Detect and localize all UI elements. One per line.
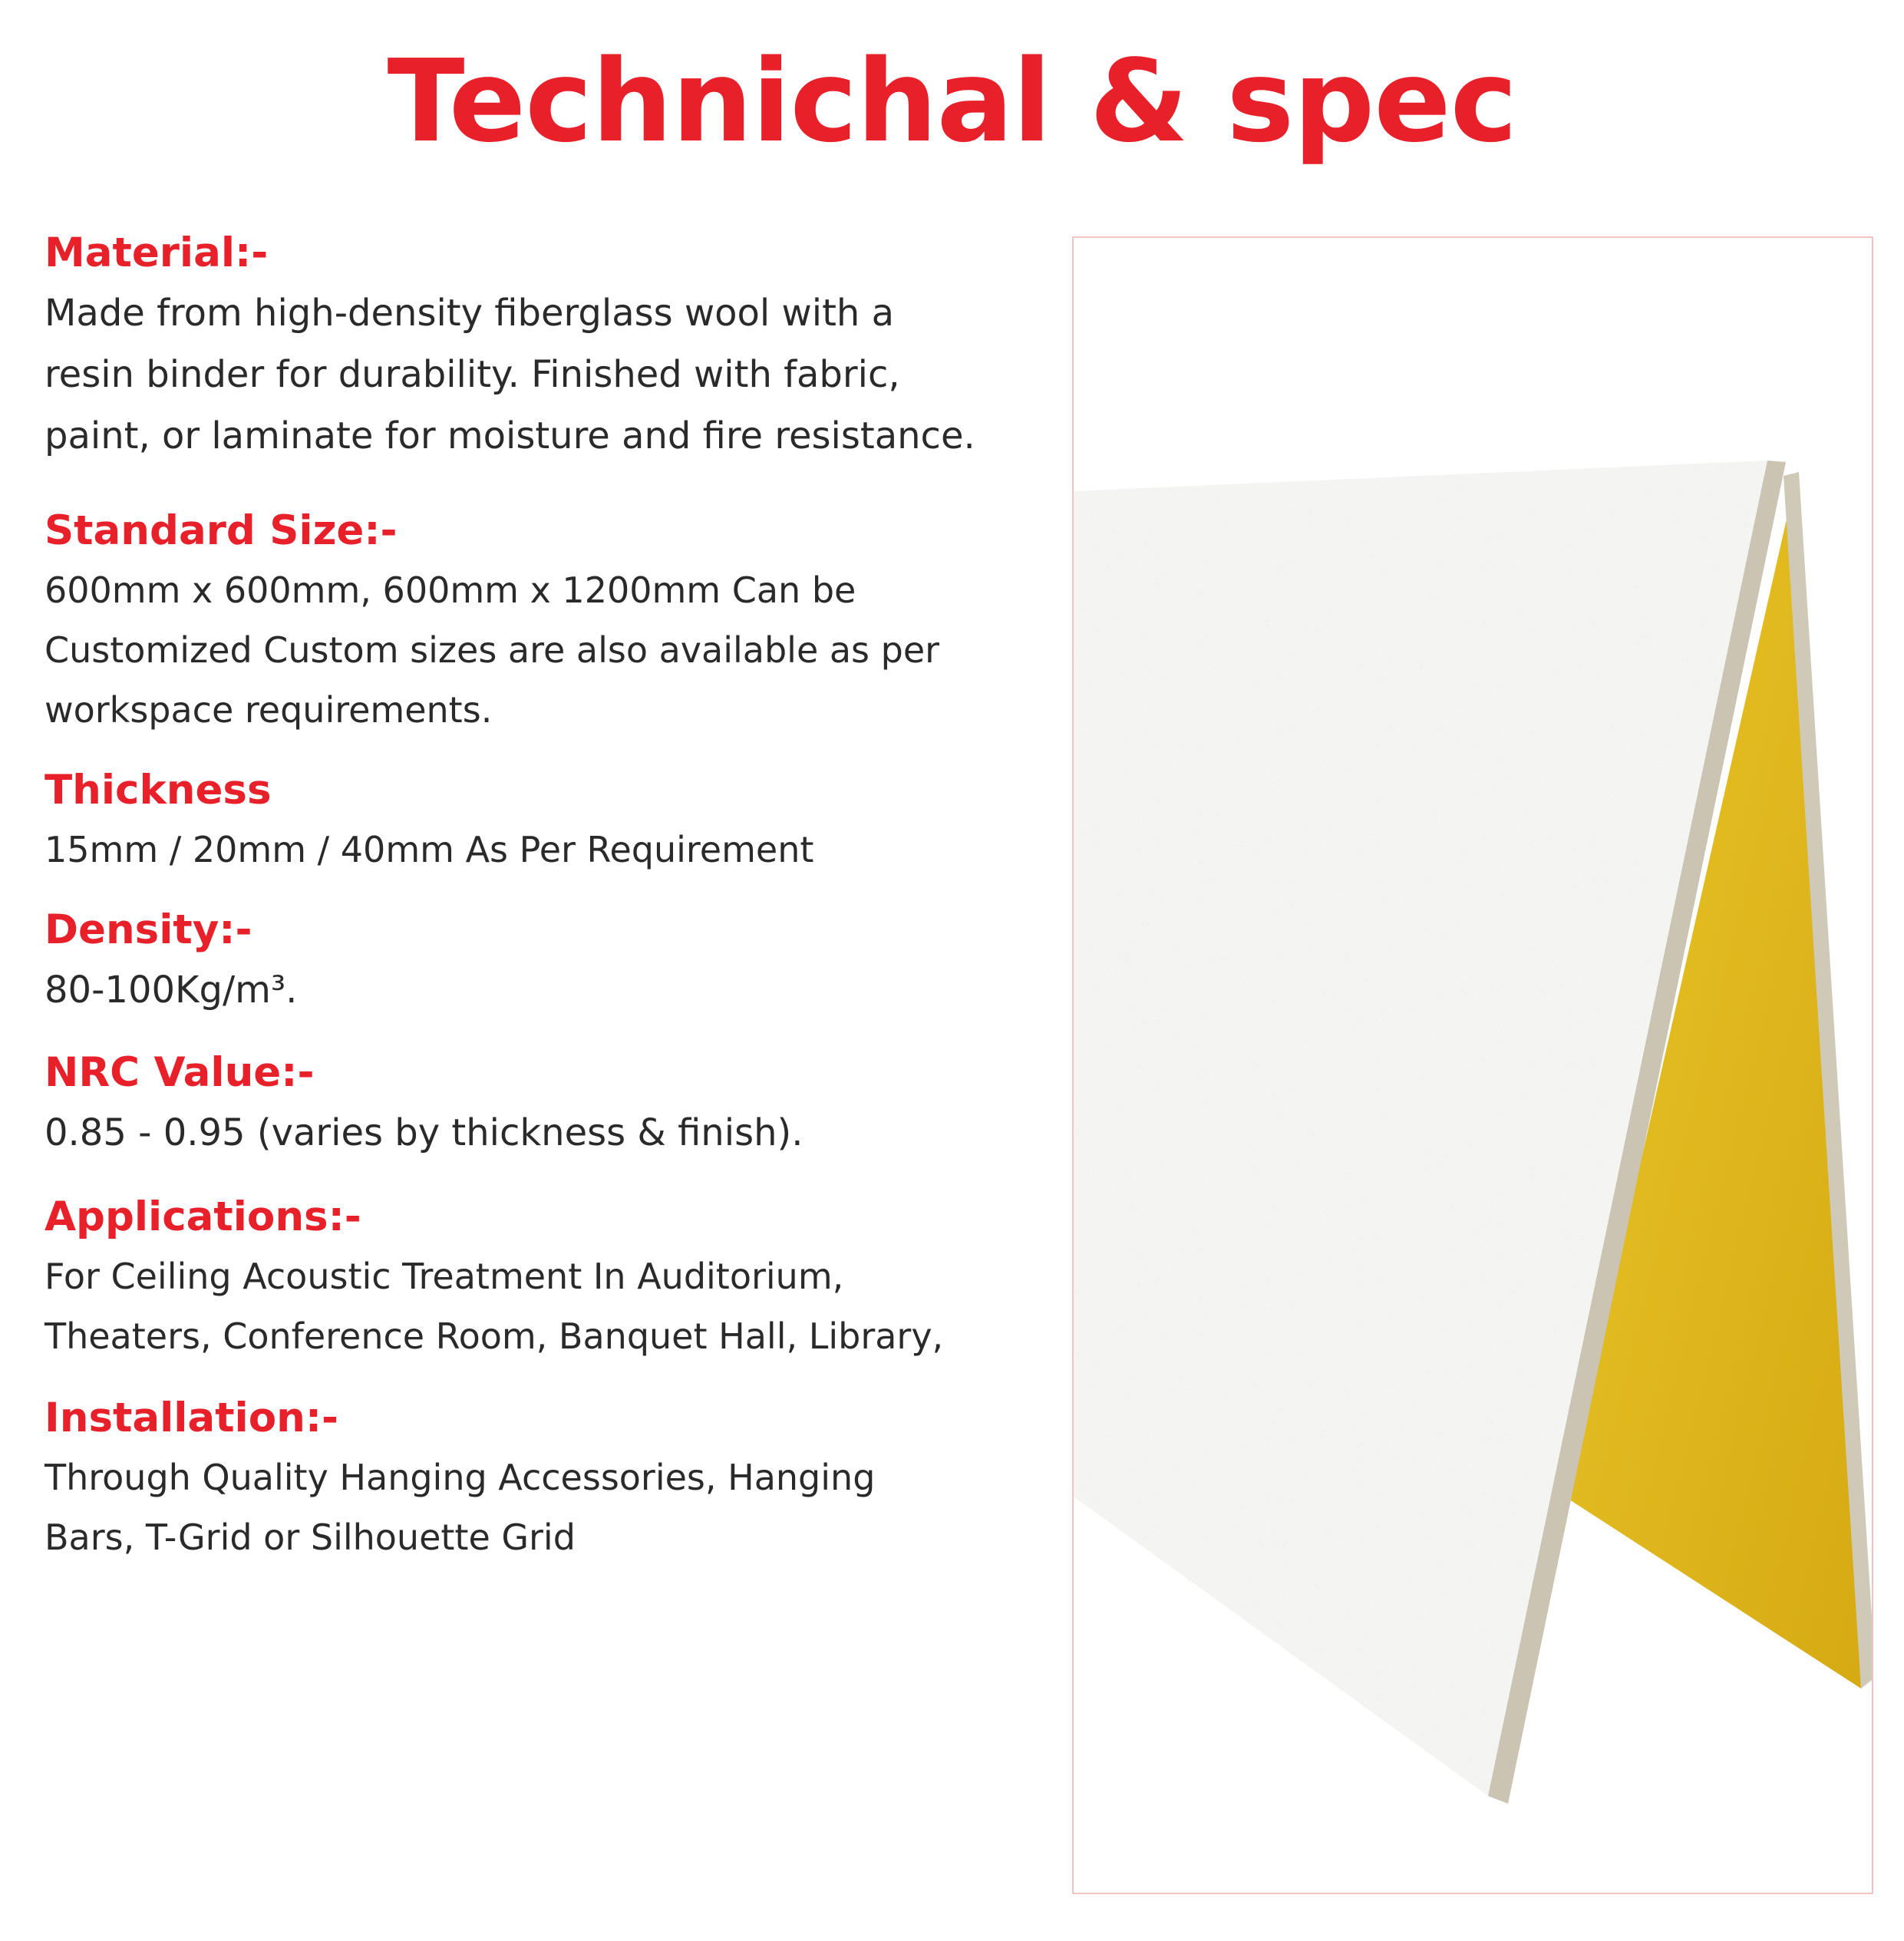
nrc-value-text: 0.85 - 0.95 (varies by thickness & finish).: [45, 1111, 804, 1154]
spec-density: [45, 901, 297, 1021]
nrc-value-label: NRC Value:-: [45, 1049, 315, 1096]
spec-standard-size: [45, 502, 939, 740]
spec-applications: [45, 1188, 943, 1366]
ceiling-tile-product-image: [1074, 238, 1872, 1893]
thickness-label: Thickness: [45, 767, 272, 814]
spec-nrc-value: [45, 1044, 803, 1164]
installation-text: Through Quality Hanging Accessories, Hanging Bars, T-Grid or Silhouette Grid: [45, 1457, 876, 1558]
spec-thickness: [45, 761, 813, 880]
standard-size-label: Standard Size:-: [45, 507, 398, 554]
density-text: 80-100Kg/m³.: [45, 969, 298, 1012]
applications-label: Applications:-: [45, 1193, 361, 1240]
page-title: Technichal & spec: [387, 35, 1517, 167]
spec-material: [45, 224, 975, 467]
thickness-text: 15mm / 20mm / 40mm As Per Requirement: [45, 829, 814, 870]
material-label: Material:-: [45, 229, 269, 276]
spec-installation: [45, 1389, 875, 1567]
material-text: Made from high-density fiberglass wool with a resin binder for durability. Finished with fabric, paint, or laminate for moisture and fire resistance.: [45, 292, 975, 457]
installation-label: Installation:-: [45, 1395, 339, 1441]
product-image-frame: [1072, 236, 1873, 1894]
standard-size-text: 600mm x 600mm, 600mm x 1200mm Can be Customized Custom sizes are also available as per workspace requirements.: [45, 569, 940, 731]
density-label: Density:-: [45, 906, 252, 953]
applications-text: For Ceiling Acoustic Treatment In Auditorium, Theaters, Conference Room, Banquet Hall, Library,: [45, 1256, 944, 1357]
